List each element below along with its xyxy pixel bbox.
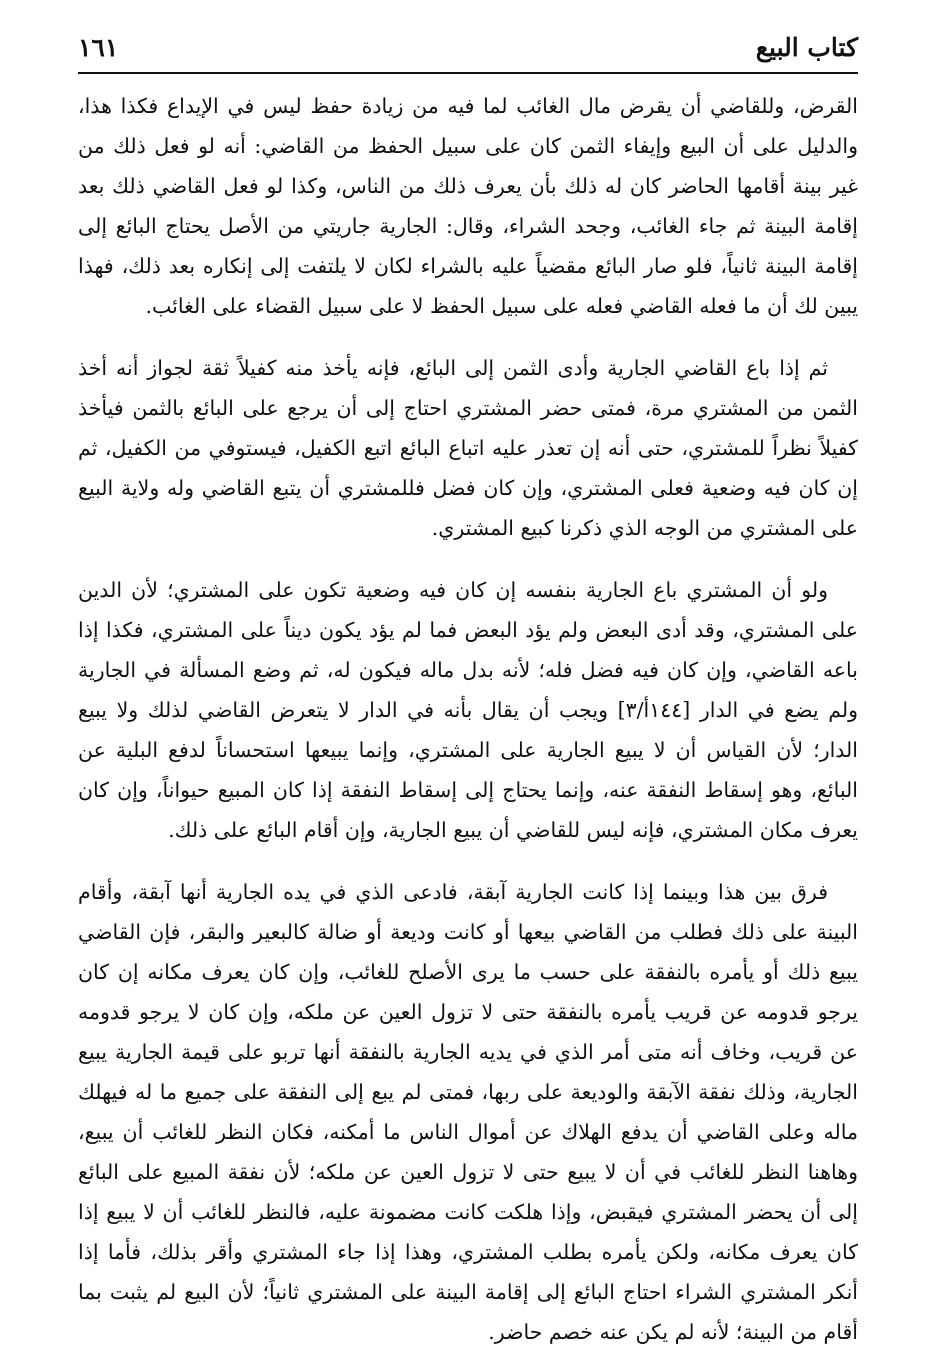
page-number: ١٦١ [78, 33, 119, 62]
header-divider [78, 72, 858, 74]
paragraph-3: ولو أن المشتري باع الجارية بنفسه إن كان فيه وضعية تكون على المشتري؛ لأن الدين على المشتري، وقد أدى البعض ولم يؤد البعض فما لم يؤد يكون ديناً على المشتري، فكذا إذا باعه القاضي، وإن كان فيه فضل فله؛ لأنه بدل ماله فيكون له، ثم وضع المسألة في الجارية ولم يضع في الدار [١٤٤أ/٣] ويجب أن يقال بأنه في الدار لا يتعرض القاضي لذلك ولا يبيع الدار؛ لأن القياس أن لا يبيع الجارية على المشتري، وإنما يبيعها استحساناً لدفع البلية عن البائع، وهو إسقاط النفقة عنه، وإنما يحتاج إلى إسقاط النفقة إذا كان المبيع حيواناً، وإن كان يعرف مكان المشتري، فإنه ليس للقاضي أن يبيع الجارية، وإن أقام البائع على ذلك. [78, 578, 858, 842]
running-title: كتاب البيع [755, 33, 858, 62]
paragraph-4: فرق بين هذا وبينما إذا كانت الجارية آبقة، فادعى الذي في يده الجارية أنها آبقة، وأقام البينة على ذلك فطلب من القاضي بيعها أو كانت وديعة أو ضالة كالبعير والبقر، فإن القاضي يبيع ذلك أو يأمره بالنفقة على حسب ما يرى الأصلح للغائب، وإن كان يعرف مكانه إن كان يرجو قدومه عن قريب يأمره بالنفقة حتى لا تزول العين عن ملكه، وإن كان لا يرجو قدومه عن قريب، وخاف أنه متى أمر الذي في يديه الجارية بالنفقة أنها تربو على قيمة الجارية يبيع الجارية، وذلك نفقة الآبقة والوديعة على ربها، فمتى لم يبع إلى النفقة على جميع ما له فيهلك ماله وعلى القاضي أن يدفع الهلاك عن أموال الناس ما أمكنه، فكان النظر للغائب أن يبيع، وهاهنا النظر للغائب في أن لا يبيع حتى لا تزول العين عن ملكه؛ لأن نفقة المبيع على البائع إلى أن يحضر المشتري فيقبض، وإذا هلكت كانت مضمونة عليه، فالنظر للغائب أن لا يبيع إذا كان يعرف مكانه، ولكن يأمره بطلب المشتري، وهذا إذا جاء المشتري وأقر بذلك، فأما إذا أنكر المشتري الشراء احتاج البائع إلى إقامة البينة على المشتري ثانياً؛ لأن البيع لم يثبت بما أقام من البينة؛ لأنه لم يكن عنه خصم حاضر. [78, 880, 858, 1344]
paragraph-2: ثم إذا باع القاضي الجارية وأدى الثمن إلى البائع، فإنه يأخذ منه كفيلاً ثقة لجواز أنه أخذ الثمن من المشتري مرة، فمتى حضر المشتري احتاج إلى أن يرجع على البائع بالثمن فيأخذ كفيلاً نظراً للمشتري، حتى أنه إن تعذر عليه اتباع البائع اتبع الكفيل، فيستوفي من الكفيل، ثم إن كان فيه وضعية فعلى المشتري، وإن كان فضل فللمشتري أن يتبع القاضي وله ولاية البيع على المشتري من الوجه الذي ذكرنا كبيع المشتري. [78, 356, 858, 540]
paragraph-1: القرض، وللقاضي أن يقرض مال الغائب لما فيه من زيادة حفظ ليس في الإيداع فكذا هذا، والدليل على أن البيع وإيفاء الثمن كان على سبيل الحفظ من القاضي: أنه لو فعل ذلك من غير بينة أقامها الحاضر كان له ذلك بأن يعرف ذلك من الناس، وكذا لو فعل القاضي ذلك بعد إقامة البينة ثم جاء الغائب، وجحد الشراء، وقال: الجارية جاريتي من الأصل يحتاج البائع إلى إقامة البينة ثانياً، فلو صار البائع مقضياً عليه بالشراء لكان لا يلتفت إلى إنكاره بعد ذلك، فهذا يبين لك أن ما فعله القاضي فعله على سبيل الحفظ لا على سبيل القضاء على الغائب. [78, 94, 858, 318]
page-body [78, 86, 858, 1352]
page-header [78, 30, 858, 70]
